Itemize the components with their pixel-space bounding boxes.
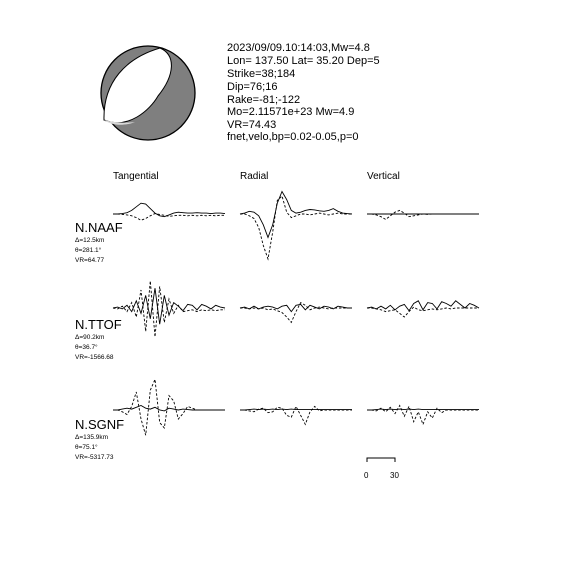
info-line-origin: 2023/09/09.10:14:03,Mw=4.8 xyxy=(227,42,370,54)
station-name: N.SGNF xyxy=(75,417,125,432)
observed-trace-n-naaf-radial xyxy=(240,192,352,238)
synthetic-trace-n-naaf-radial xyxy=(240,196,352,259)
station-name: N.TTOF xyxy=(75,317,122,332)
time-scale-bar xyxy=(364,458,399,480)
info-line-rake: Rake=-81;-122 xyxy=(227,94,301,106)
column-label-vertical: Vertical xyxy=(367,171,400,182)
info-line-location: Lon= 137.50 Lat= 35.20 Dep=5 xyxy=(227,55,380,67)
synthetic-trace-n-sgnf-vertical xyxy=(367,406,479,425)
station-vr: VR=64.77 xyxy=(75,257,105,264)
event-info xyxy=(227,42,380,143)
waveform-traces xyxy=(113,192,479,436)
info-line-dip: Dip=76;16 xyxy=(227,81,278,93)
info-line-strike: Strike=38;184 xyxy=(227,68,296,80)
station-distance: Δ=12.5km xyxy=(75,237,105,244)
scale-bar-end-label: 30 xyxy=(390,471,399,480)
scale-bar-start-label: 0 xyxy=(364,471,369,480)
observed-trace-n-ttof-vertical xyxy=(367,301,479,311)
synthetic-trace-n-naaf-vertical xyxy=(367,210,479,219)
station-distance: Δ=90.2km xyxy=(75,334,105,341)
station-azimuth: θ=75.1° xyxy=(75,444,98,451)
station-vr: VR=-5317.73 xyxy=(75,454,114,461)
station-label-naaf xyxy=(75,220,123,264)
synthetic-trace-n-sgnf-tangential xyxy=(113,379,225,435)
column-label-tangential: Tangential xyxy=(113,171,159,182)
info-line-vr: VR=74.43 xyxy=(227,119,277,131)
station-azimuth: θ=281.1° xyxy=(75,247,102,254)
column-label-radial: Radial xyxy=(240,171,269,182)
station-name: N.NAAF xyxy=(75,220,123,235)
station-vr: VR=-1566.68 xyxy=(75,354,114,361)
observed-trace-n-sgnf-tangential xyxy=(113,406,225,411)
station-label-ttof xyxy=(75,317,122,361)
synthetic-trace-n-ttof-vertical xyxy=(367,307,479,317)
scale-bar-line xyxy=(367,458,395,462)
info-line-moment: Mo=2.11571e+23 Mw=4.9 xyxy=(227,106,355,118)
station-azimuth: θ=36.7° xyxy=(75,344,98,351)
station-distance: Δ=135.9km xyxy=(75,434,109,441)
beachball-icon xyxy=(101,46,195,140)
observed-trace-n-naaf-tangential xyxy=(113,203,225,217)
station-label-sgnf xyxy=(75,417,124,461)
info-line-filter: fnet,velo,bp=0.02-0.05,p=0 xyxy=(227,131,359,143)
